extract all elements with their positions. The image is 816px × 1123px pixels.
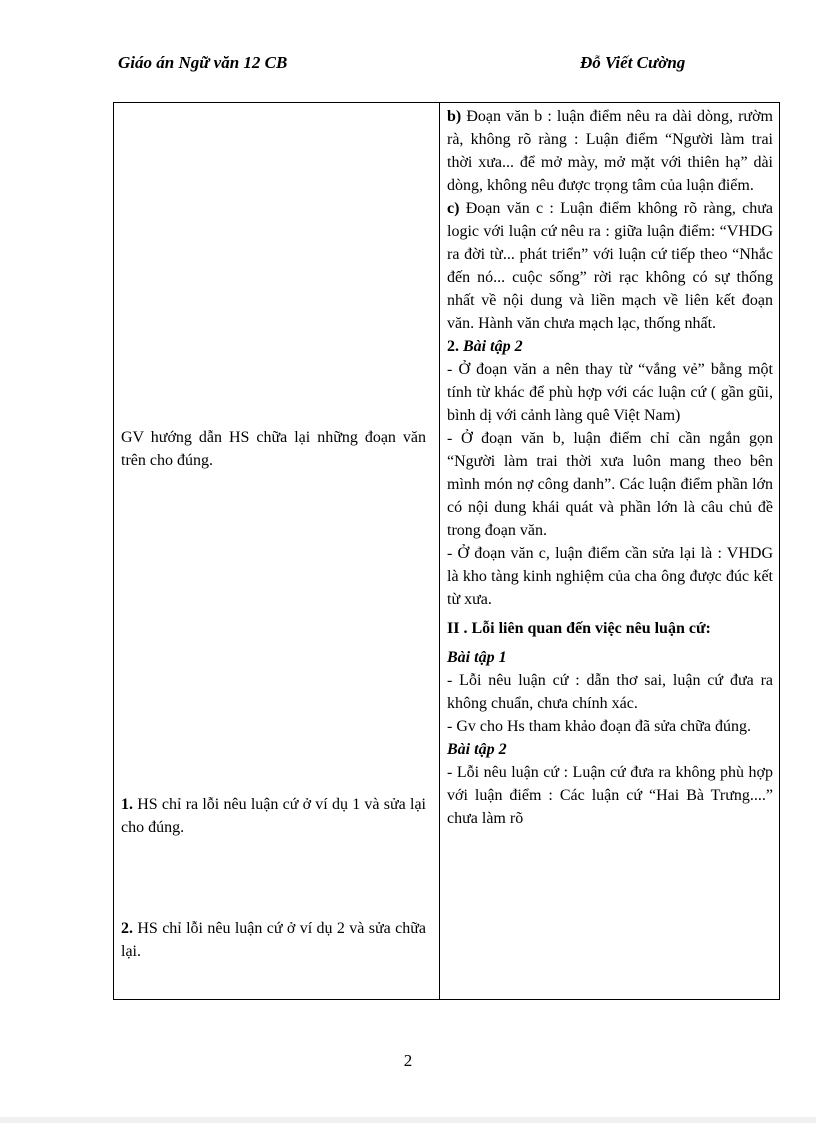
argument-exercise-2-title: Bài tập 2: [447, 741, 507, 758]
argument-exercise-2-point-1: - Lỗi nêu luận cứ : Luận cứ đưa ra không phù hợp với luận điểm : Các luận cứ “Hai Bà Trưng....” chưa làm rõ: [447, 764, 773, 827]
section-2-title: II . Lỗi liên quan đến việc nêu luận cứ:: [447, 620, 711, 637]
right-cell-content: [447, 105, 773, 830]
header-author: Đỗ Viết Cường: [580, 53, 686, 72]
argument-exercise-1-title: Bài tập 1: [447, 649, 507, 666]
page-bottom-edge: [0, 1117, 816, 1123]
lesson-table: [113, 102, 780, 1000]
item-2-text: 2. HS chỉ lỗi nêu luận cứ ở ví dụ 2 và sửa chữa lại.: [121, 920, 426, 960]
gv-instruction-text: GV hướng dẫn HS chữa lại những đoạn văn trên cho đúng.: [121, 429, 426, 469]
exercise-2-point-a: - Ở đoạn văn a nên thay từ “vắng vẻ” bằng một tính từ khác để phù hợp với các luận cứ ( gần gũi, bình dị với cảnh làng quê Việt Nam): [447, 361, 773, 424]
argument-exercise-1-point-2: - Gv cho Hs tham khảo đoạn đã sửa chữa đúng.: [447, 718, 751, 735]
item-1-text: 1. HS chỉ ra lỗi nêu luận cứ ở ví dụ 1 và sửa lại cho đúng.: [121, 796, 426, 836]
exercise-2-point-b: - Ở đoạn văn b, luận điểm chỉ cần ngắn gọn “Người làm trai thời xưa luôn mang theo bên mình món nợ công danh”. Các luận điểm phần lớn có nội dung khái quát và phần lớn là câu chủ đề trong đoạn văn.: [447, 430, 773, 539]
column-divider: [439, 103, 440, 999]
header-doc-title: Giáo án Ngữ văn 12 CB: [118, 53, 288, 72]
exercise-2-point-c: - Ở đoạn văn c, luận điểm cần sửa lại là : VHDG là kho tàng kinh nghiệm của cha ông được đúc kết từ xưa.: [447, 545, 773, 608]
page-number: 2: [403, 1051, 413, 1070]
item-2-number: 2.: [121, 920, 133, 937]
paragraph-c: c) Đoạn văn c : Luận điểm không rõ ràng, chưa logic với luận cứ nêu ra : giữa luận điểm: “VHDG ra đời từ... phát triển” với luận cứ tiếp theo “Nhắc đến nó... cuộc sống” rời rạc không có sự thống nhất về nội dung và liền mạch về liên kết đoạn văn. Hành văn chưa mạch lạc, thống nhất.: [447, 200, 773, 332]
left-cell-gv-instruction: [121, 426, 426, 472]
label-b: b): [447, 108, 462, 125]
left-cell-item-2: [121, 917, 426, 963]
argument-exercise-1-point-1: - Lỗi nêu luận cứ : dẫn thơ sai, luận cứ đưa ra không chuẩn, chưa chính xác.: [447, 672, 773, 712]
label-c: c): [447, 200, 460, 217]
exercise-2-heading: 2. Bài tập 2: [447, 338, 523, 355]
item-1-number: 1.: [121, 796, 133, 813]
left-cell-item-1: [121, 793, 426, 839]
paragraph-b: b) Đoạn văn b : luận điểm nêu ra dài dòng, rườm rà, không rõ ràng : Luận điểm “Người làm trai thời xưa... để mở mày, mở mặt với thiên hạ” dài dòng, không nêu được trọng tâm của luận điểm.: [447, 108, 773, 194]
